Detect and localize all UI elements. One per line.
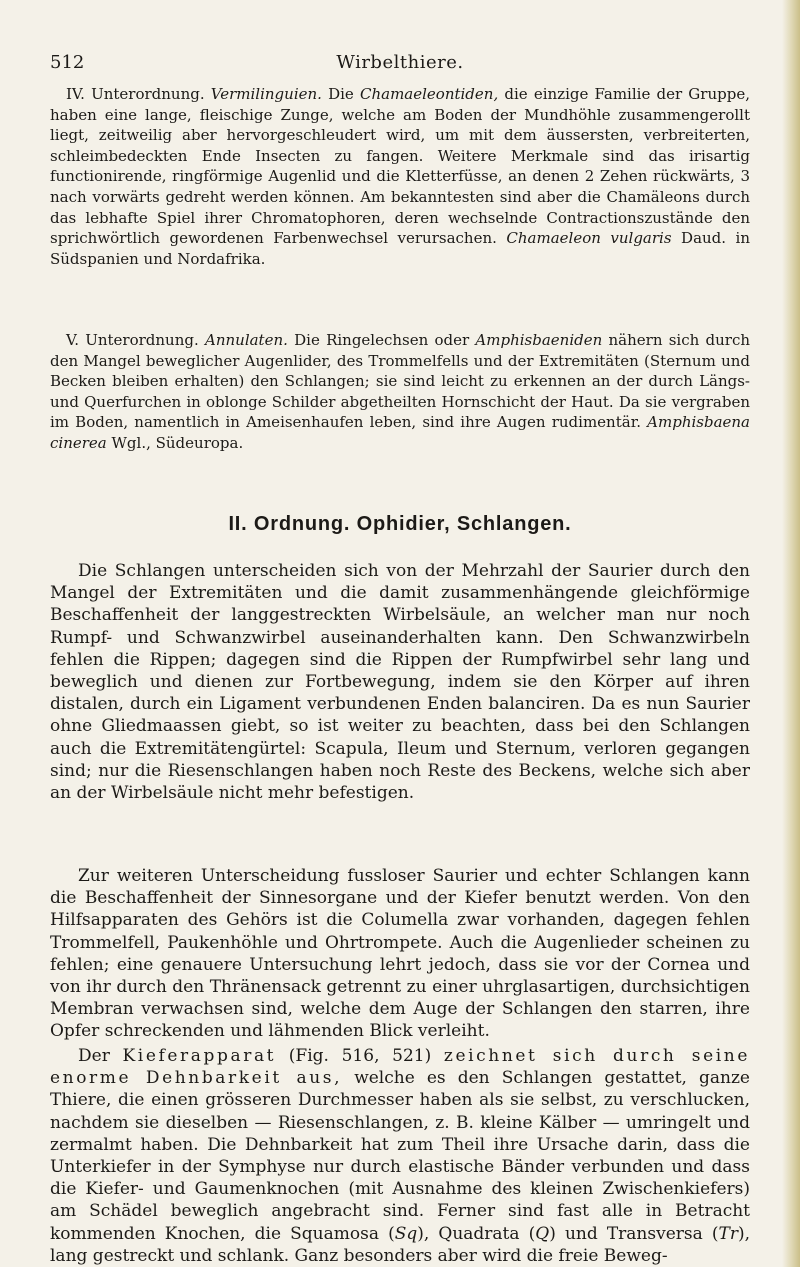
text-run: Die	[321, 85, 360, 103]
page-number: 512	[50, 52, 85, 73]
text-run: Wgl., Südeuropa.	[106, 433, 244, 452]
spaced-phrase: zeichnet sich durch seine enorme Dehnbarkeit aus,	[50, 1046, 750, 1089]
suborder-label: V. Unterordnung.	[66, 331, 199, 349]
suborder-name: Vermilinguien.	[210, 85, 322, 103]
family-name: Chamaeleontiden,	[359, 85, 499, 103]
text-run: nähern sich durch den Mangel beweglicher Augenlider, des Trommelfells und der Extremitäten (Sternum und Becken bleiben erhalten) den Schlangen; sie sind leicht zu erkennen an der durch Längs- und Querfurchen in oblonge Schilder abgetheilten Hornschicht der Haut. Da sie vergraben im Boden, namentlich in Ameisenhaufen leben, sind ihre Augen rudimentär.	[50, 331, 750, 432]
paragraph-1: Die Schlangen unterscheiden sich von der Mehrzahl der Saurier durch den Mangel der Extremitäten und die damit zusammenhängende gleichförmige Beschaffenheit der langgestreckten Wirbelsäule, an welcher man nur noch Rumpf- und Schwanzwirbel auseinanderhalten kann. Den Schwanzwirbeln fehlen die Rippen; dagegen sind die Rippen der Rumpfwirbel sehr lang und beweglich und dienen zur Fortbewegung, indem sie den Körper auf ihren distalen, durch ein Ligament verbundenen Enden balanciren. Da es nun Saurier ohne Gliedmaassen giebt, so ist weiter zu beachten, dass bei den Schlangen auch die Extremitätengürtel: Scapula, Ileum und Sternum, verloren gegangen sind; nur die Riesenschlangen haben noch Reste des Beckens, welche sich aber an der Wirbelsäule nicht mehr befestigen.	[50, 561, 750, 804]
label-tr: Tr	[718, 1223, 738, 1244]
text-run: welche es den Schlangen gestattet, ganze Thiere, die einen grösseren Durchmesser haben als sie selbst, zu verschlucken, nachdem sie dieselben — Riesenschlangen, z. B. kleine Kälber — umringelt und zermalmt haben. Die Dehnbarkeit hat zum Theil ihre Ursache darin, dass die Unterkiefer in der Symphyse nur durch elastische Bänder verbunden und dass die Kiefer- und Gaumenknochen (mit Ausnahme des kleinen Zwischenkiefers) am Schädel beweglich angebracht sind. Ferner sind fast alle in Betracht kommenden Knochen, die Squamosa (	[50, 1068, 750, 1244]
label-sq: Sq	[394, 1223, 418, 1244]
paragraph-3	[50, 1045, 750, 1267]
order-heading: II. Ordnung. Ophidier, Schlangen.	[228, 513, 572, 535]
suborder-name: Annulaten.	[205, 331, 288, 349]
paragraph-2: Zur weiteren Unterscheidung fussloser Saurier und echter Schlangen kann die Beschaffenheit der Sinnesorgane und der Kiefer benutzt werden. Von den Hilfsapparaten des Gehörs ist die Columella zwar vorhanden, dagegen fehlen Trommelfell, Paukenhöhle und Ohrtrompete. Auch die Augenlieder scheinen zu fehlen; eine genauere Untersuchung lehrt jedoch, dass sie vor der Cornea und von ihr durch den Thränensack getrennt zu einer uhrglasartigen, durchsichtigen Membran verwachsen sind, welche dem Auge der Schlangen den starren, ihre Opfer schreckenden und lähmenden Blick verleiht.	[50, 866, 750, 1042]
family-name: Amphisbaeniden	[475, 331, 603, 349]
page-edge-shadow	[782, 0, 800, 1267]
text-run: ), Quadrata (	[417, 1223, 536, 1244]
suborder-label: IV. Unterordnung.	[66, 85, 205, 103]
text-run: (Fig. 516, 521)	[276, 1046, 444, 1066]
text-run: ), lang gestreckt und schlank. Ganz besonders aber wird die freie Beweg-	[50, 1223, 751, 1266]
species-name: Amphisbaena cinerea	[50, 413, 750, 452]
text-run: Daud. in Südspanien und Nordafrika.	[50, 229, 751, 268]
text-run: die einzige Familie der Gruppe, haben eine lange, fleischige Zunge, welche am Boden der Mundhöhle zusammengerollt liegt, zeitweilig aber hervorgeschleudert wird, um mit dem äussersten, verbreiterten, schleimbedeckten Ende Insecten zu fangen. Weitere Merkmale sind das irisartig functionirende, ringförmige Augenlid und die Kletterfüsse, an denen 2 Zehen rückwärts, 3 nach vorwärts gedreht werden können. Am bekanntesten sind aber die Chamäleons durch das lebhafte Spiel ihrer Chromatophoren, deren wechselnde Contractionszustände den sprichwörtlich gewordenen Farbenwechsel verursachen.	[50, 85, 750, 248]
section-vermilinguien	[50, 84, 750, 269]
text-run: ) und Transversa (	[549, 1223, 719, 1244]
species-name: Chamaeleon vulgaris	[506, 229, 672, 248]
page-header	[50, 52, 750, 78]
text-run: Die Ringelechsen oder	[287, 331, 476, 349]
section-annulaten	[50, 330, 750, 454]
running-title: Wirbelthiere.	[336, 52, 464, 73]
text-run: Der	[78, 1046, 123, 1066]
spaced-term: Kieferapparat	[122, 1046, 277, 1066]
label-q: Q	[535, 1223, 550, 1244]
